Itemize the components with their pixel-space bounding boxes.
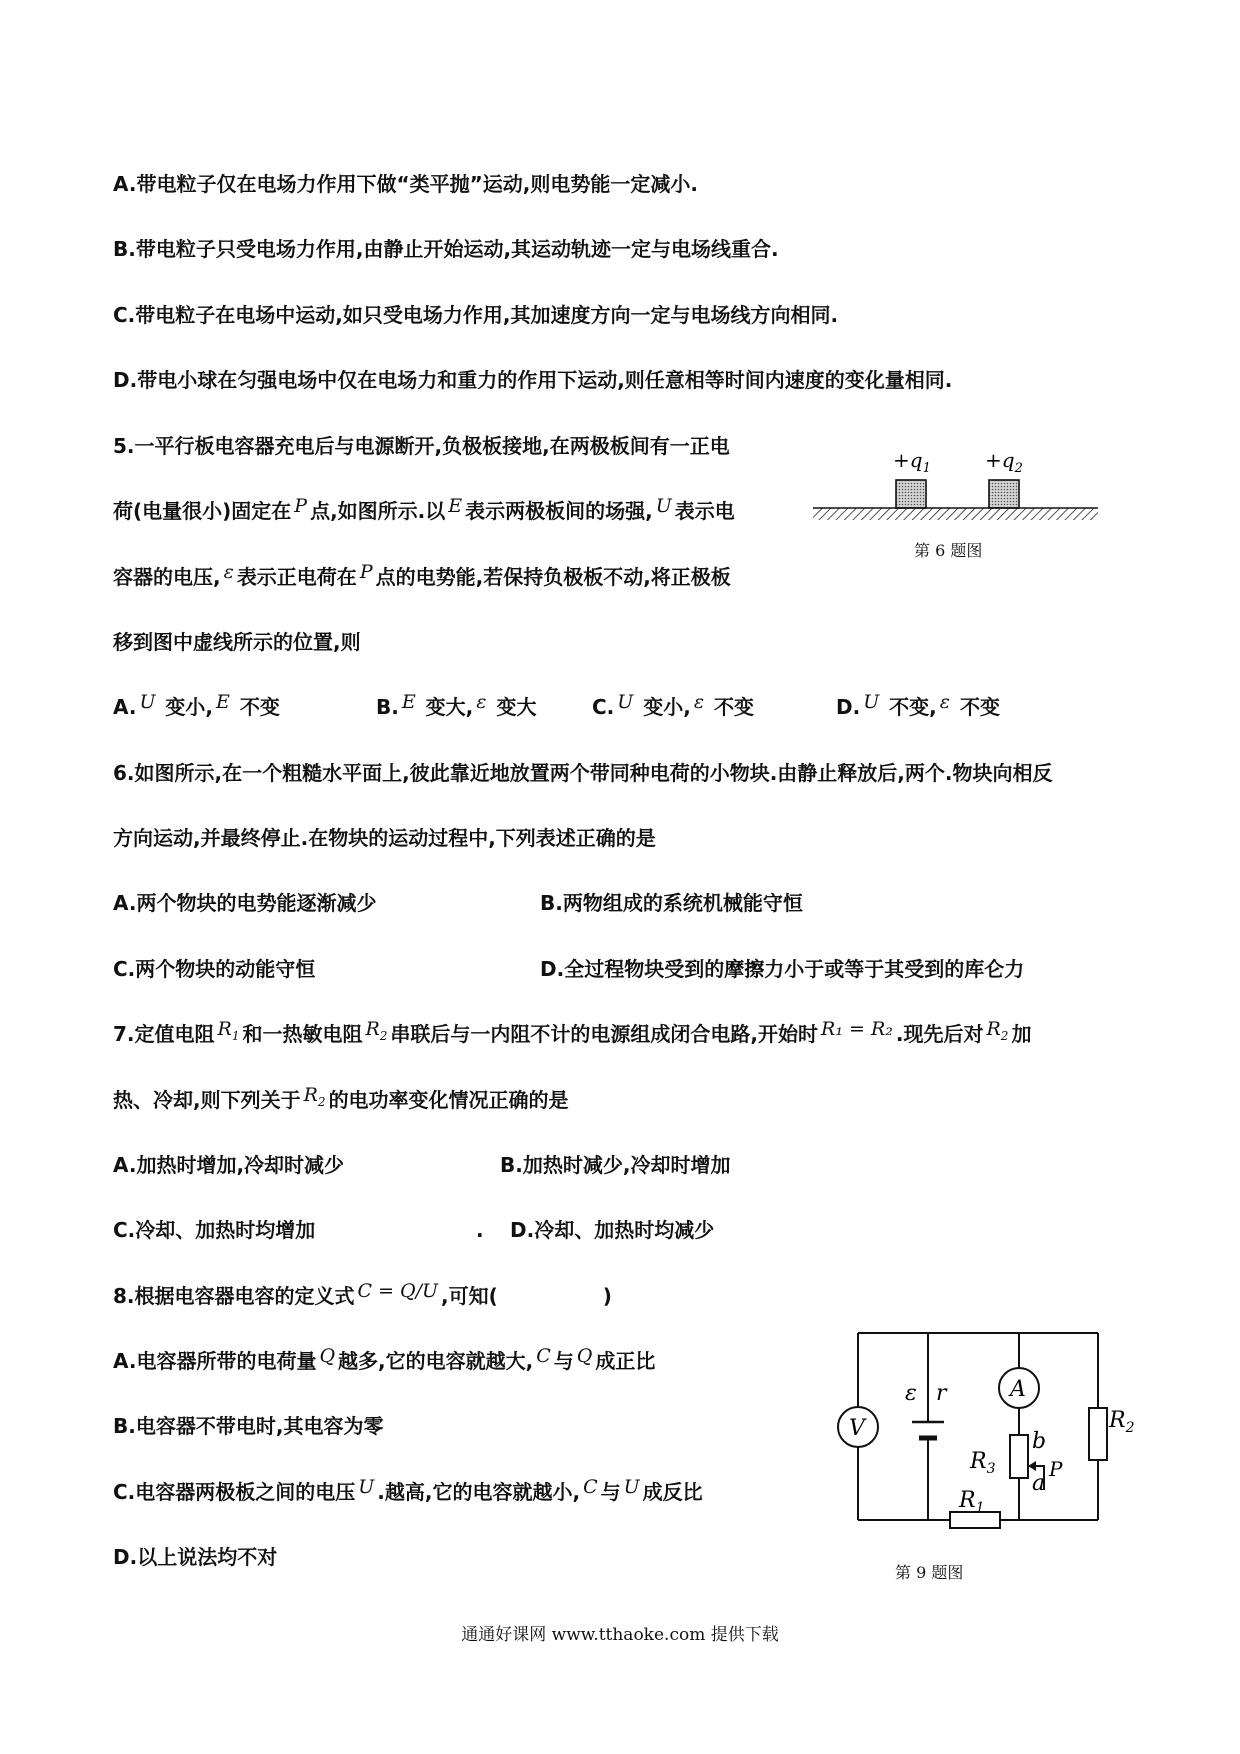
svg-text:R3: $R_3$ — [970, 1449, 996, 1477]
q5-stem-line2: 荷(电量很小)固定在 P 点,如图所示.以 E 表示两极板间的场强, U 表示电 — [113, 495, 735, 523]
q7-option-b: B.加热时减少,冷却时增加 — [500, 1153, 731, 1177]
capacitance-formula: C = Q/U — [357, 1280, 439, 1302]
svg-text:R1: $R_1$ — [959, 1488, 985, 1516]
q7-option-c-dot: . — [476, 1218, 484, 1242]
resistor-r2 — [1089, 1408, 1135, 1460]
svg-text:r: r — [936, 1381, 947, 1406]
ammeter — [999, 1368, 1039, 1408]
q5-stem-line1: 5.一平行板电容器充电后与电源断开,负极板接地,在两极板间有一正电 — [113, 434, 730, 458]
q4-option-c: C.带电粒子在电场中运动,如只受电场力作用,其加速度方向一定与电场线方向相同. — [113, 303, 839, 327]
q7-option-d: D.冷却、加热时均减少 — [510, 1218, 715, 1242]
q8-option-b: B.电容器不带电时,其电容为零 — [113, 1414, 384, 1438]
block-q2 — [989, 480, 1019, 508]
battery — [905, 1381, 948, 1438]
figure-9-circuit — [820, 1320, 1150, 1550]
q7-option-a: A.加热时增加,冷却时减少 — [113, 1153, 345, 1177]
svg-text:ε: ε — [905, 1381, 917, 1406]
q5-option-c: C. U 变小, ε 不变 — [592, 691, 755, 719]
svg-text:b: b — [1032, 1429, 1047, 1454]
page-footer: 通通好课网 www.tthaoke.com 提供下载 — [461, 1625, 779, 1645]
svg-text:V: V — [849, 1416, 865, 1441]
voltmeter — [838, 1407, 878, 1447]
q7-option-c: C.冷却、加热时均增加 — [113, 1218, 316, 1242]
resistor-r1 — [950, 1488, 1000, 1528]
q5-option-a: A. U 变小, E 不变 — [113, 691, 280, 719]
q5-stem-line3: 容器的电压, ε 表示正电荷在 P 点的电势能,若保持负极板不动,将正极板 — [113, 561, 731, 589]
q6-option-d: D.全过程物块受到的摩擦力小于或等于其受到的库仑力 — [540, 957, 1025, 981]
q4-option-d: D.带电小球在匀强电场中仅在电场力和重力的作用下运动,则任意相等时间内速度的变化量相同. — [113, 368, 953, 392]
q8-option-c: C.电容器两极板之间的电压 U .越高,它的电容就越小, C 与 U 成反比 — [113, 1476, 703, 1504]
block-q1 — [896, 480, 926, 508]
q6-stem-line1: 6.如图所示,在一个粗糙水平面上,彼此靠近地放置两个带同种电荷的小物块.由静止释放后,两个.物块向相反 — [113, 761, 1053, 785]
q7-stem-line1: 7.定值电阻 $R_1$ 和一热敏电阻 $R_2$ 串联后与一内阻不计的电源组成闭合电路,开始时 R₁ = R₂ .现先后对 $R_2$ 加 — [113, 1018, 1032, 1046]
q8-option-a: A.电容器所带的电荷量 Q 越多,它的电容就越大, C 与 Q 成正比 — [113, 1345, 656, 1373]
resistor-r3 — [969, 1429, 1063, 1496]
q5-option-b: B. E 变大, ε 变大 — [376, 691, 537, 719]
figure-9-caption: 第 9 题图 — [895, 1563, 964, 1582]
q6-option-b: B.两物组成的系统机械能守恒 — [540, 891, 803, 915]
q5-stem-line4: 移到图中虚线所示的位置,则 — [113, 630, 361, 654]
q4-option-b: B.带电粒子只受电场力作用,由静止开始运动,其运动轨迹一定与电场线重合. — [113, 237, 779, 261]
figure-6-caption: 第 6 题图 — [914, 541, 983, 560]
q6-option-c: C.两个物块的动能守恒 — [113, 957, 316, 981]
q4-option-a: A.带电粒子仅在电场力作用下做“类平抛”运动,则电势能一定减小. — [113, 172, 698, 196]
charge-q1-label: $+q_1$ — [893, 448, 931, 476]
q8-option-d: D.以上说法均不对 — [113, 1545, 278, 1569]
svg-text:R2: $R_2$ — [1109, 1408, 1135, 1436]
svg-text:P: P — [1049, 1457, 1063, 1481]
charge-q2-label: $+q_2$ — [985, 448, 1023, 476]
q5-option-d: D. U 不变, ε 不变 — [836, 691, 1000, 719]
q7-stem-line2: 热、冷却,则下列关于 $R_2$ 的电功率变化情况正确的是 — [113, 1084, 569, 1112]
svg-text:A: A — [1010, 1377, 1026, 1402]
q8-stem: 8.根据电容器电容的定义式 C = Q/U ,可知( ) — [113, 1280, 612, 1308]
svg-text:a: a — [1032, 1471, 1046, 1496]
rough-ground — [813, 508, 1098, 520]
q6-stem-line2: 方向运动,并最终停止.在物块的运动过程中,下列表述正确的是 — [113, 826, 656, 850]
q6-option-a: A.两个物块的电势能逐渐减少 — [113, 891, 377, 915]
